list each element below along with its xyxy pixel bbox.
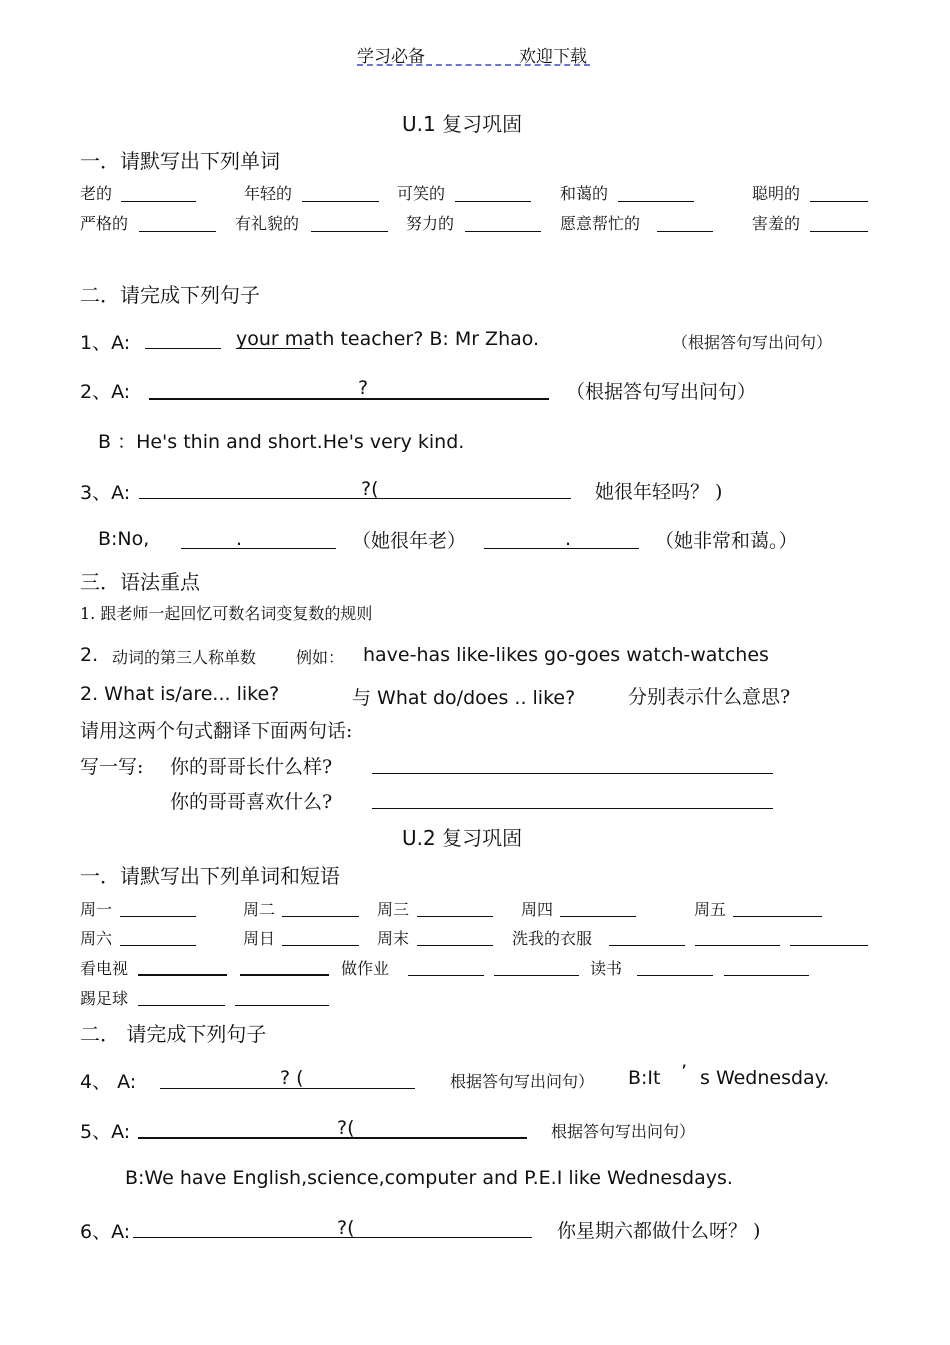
answer-blank[interactable] [139,231,216,232]
answer-blank[interactable] [618,201,694,202]
q5-question-mark: ?( [337,1117,355,1139]
word-label: 周四 [521,900,554,919]
answer-blank[interactable] [417,945,493,946]
u2-section2-heading: 二． 请完成下列句子 [80,1022,267,1046]
answer-blank[interactable] [149,398,549,400]
word-label: 周五 [694,900,727,919]
write-label: 写一写: [80,756,144,778]
header-left: 学习必备 [357,47,425,67]
text-underline [236,348,310,349]
answer-blank[interactable] [138,974,227,976]
q3-hint: 她很年轻吗？ ) [595,481,723,503]
answer-blank[interactable] [810,201,868,202]
answer-blank[interactable] [560,916,636,917]
word-label: 周一 [80,900,113,919]
answer-blank[interactable] [733,916,822,917]
u2-title: U.2 复习巩固 [402,826,523,850]
word-label: 周六 [80,929,113,948]
answer-blank[interactable] [302,201,379,202]
q3-hint2: （她很年老） [352,530,467,552]
grammar-instruction: 请用这两个句式翻译下面两句话: [80,720,353,742]
answer-blank[interactable] [724,975,809,976]
u2-section1-heading: 一．请默写出下列单词和短语 [80,864,340,888]
answer-blank[interactable] [133,1237,532,1238]
word-label: 做作业 [341,959,390,978]
word-label: 聪明的 [752,184,801,203]
q2-number: 2、A: [80,381,131,403]
answer-blank[interactable] [235,1005,329,1006]
word-label: 愿意帮忙的 [560,214,641,233]
word-label: 努力的 [406,214,455,233]
q4-apostrophe: ’ [681,1061,688,1083]
answer-blank[interactable] [138,1005,225,1006]
answer-blank[interactable] [311,231,388,232]
answer-blank[interactable] [145,348,221,349]
answer-blank[interactable] [494,975,579,976]
answer-blank[interactable] [120,916,196,917]
answer-blank[interactable] [417,916,493,917]
word-label: 读书 [590,959,623,978]
q4-number: 4、 A: [80,1071,137,1093]
q5-hint: 根据答句写出问句） [551,1122,696,1141]
word-label: 周末 [377,929,410,948]
q2-answer: B ：He's thin and short.He's very kind. [98,431,465,453]
answer-blank[interactable] [181,548,336,549]
answer-blank[interactable] [657,231,713,232]
answer-blank[interactable] [240,974,329,976]
answer-blank[interactable] [465,231,541,232]
answer-blank[interactable] [790,945,868,946]
answer-blank[interactable] [282,916,359,917]
header-right: 欢迎下载 [519,47,587,67]
answer-blank[interactable] [372,808,773,809]
answer-blank[interactable] [121,201,196,202]
answer-blank[interactable] [138,1137,527,1139]
q5-answer: B:We have English,science,computer and P.E.I like Wednesdays. [125,1167,733,1189]
q3-dot: . [565,528,572,550]
answer-blank[interactable] [810,231,868,232]
q1-number: 1、A: [80,332,131,354]
answer-blank[interactable] [455,201,531,202]
word-label: 和蔼的 [560,184,609,203]
q6-hint: 你星期六都做什么呀？ ) [557,1220,761,1242]
grammar-point-3a: 2. What is/are... like? [80,683,280,705]
answer-blank[interactable] [484,548,639,549]
u1-title: U.1 复习巩固 [402,112,523,136]
answer-blank[interactable] [637,975,713,976]
word-label: 可笑的 [397,184,446,203]
word-label: 周日 [243,929,276,948]
q4-hint: 根据答句写出问句） [450,1072,595,1091]
word-label: 严格的 [80,214,129,233]
q4-question-mark: ? ( [280,1067,304,1089]
word-label: 看电视 [80,959,129,978]
q1-text: your math teacher? B: Mr Zhao. [236,328,540,350]
grammar-point-2-number: 2. [80,644,99,666]
write-prompt-1: 你的哥哥长什么样? [170,756,333,778]
answer-blank[interactable] [408,975,484,976]
word-label: 周三 [377,900,410,919]
grammar-point-2-label: 动词的第三人称单数 [112,648,257,667]
q4-answer-end: s Wednesday. [700,1067,830,1089]
q3-question-mark: ?( [361,478,379,500]
q3-dot: . [236,528,243,550]
q3-number: 3、A: [80,482,131,504]
q1-hint: （根据答句写出问句） [672,333,833,352]
answer-blank[interactable] [139,498,571,499]
word-label: 老的 [80,184,113,203]
answer-blank[interactable] [609,945,685,946]
write-prompt-2: 你的哥哥喜欢什么? [170,791,333,813]
word-label: 年轻的 [244,184,293,203]
word-label: 害羞的 [752,214,801,233]
word-label: 踢足球 [80,989,129,1008]
header-underline [357,64,590,66]
word-label: 洗我的衣服 [512,929,593,948]
q6-number: 6、A: [80,1221,131,1243]
answer-blank[interactable] [695,945,780,946]
grammar-point-2-words: have-has like-likes go-goes watch-watches [363,644,769,666]
answer-blank[interactable] [372,773,773,774]
grammar-point-2-eg: 例如： [296,648,345,667]
word-label: 有礼貌的 [235,214,300,233]
q5-number: 5、A: [80,1121,131,1143]
grammar-point-3b: 与 What do/does .. like? [352,687,576,709]
word-label: 周二 [243,900,276,919]
u1-section1-heading: 一．请默写出下列单词 [80,149,280,173]
q3-hint3: （她非常和蔼。） [655,530,798,552]
q2-question-mark: ? [358,377,369,399]
grammar-point-1: 1. 跟老师一起回忆可数名词变复数的规则 [80,604,373,623]
u1-section3-heading: 三．语法重点 [80,570,200,594]
q6-question-mark: ?( [337,1217,355,1239]
q3-answer-b: B:No, [98,528,150,550]
u1-section2-heading: 二．请完成下列句子 [80,283,260,307]
grammar-point-3c: 分别表示什么意思? [628,686,791,708]
q4-answer-b: B:It [628,1067,661,1089]
answer-blank[interactable] [120,945,196,946]
q2-hint: （根据答句写出问句） [566,381,757,403]
answer-blank[interactable] [282,945,359,946]
